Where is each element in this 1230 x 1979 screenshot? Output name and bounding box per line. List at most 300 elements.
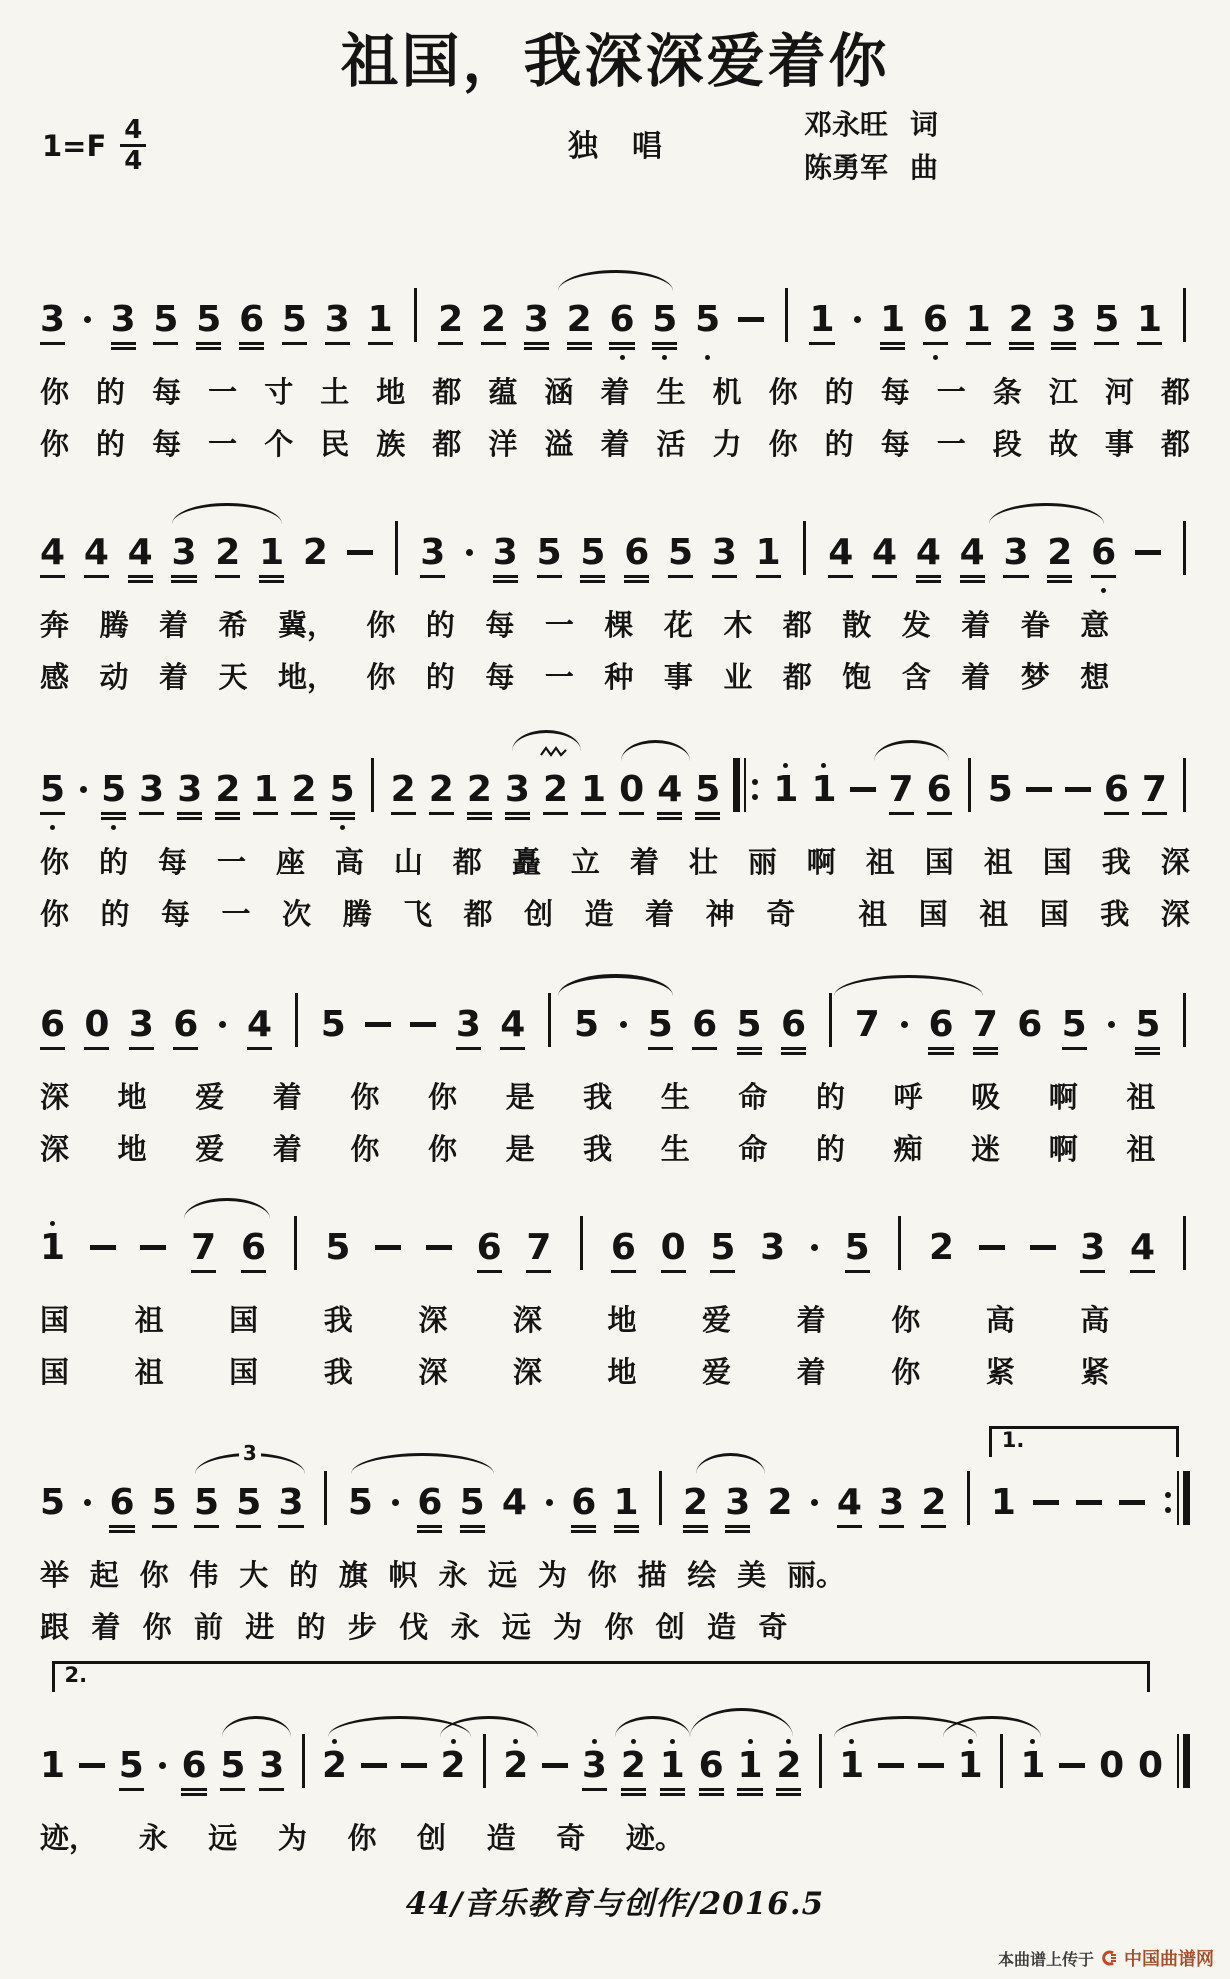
lyric-syllable: 你 — [768, 426, 798, 461]
lyric-syllable: 着 — [961, 607, 991, 642]
repeat-begin-barline — [733, 761, 760, 832]
bar-shape — [294, 1216, 297, 1270]
augmentation-dot — [544, 1474, 554, 1545]
note-glyph: 5 — [987, 768, 1013, 810]
form-label: 独唱 — [568, 128, 696, 164]
beam-underlines — [960, 573, 985, 586]
note-glyph: 0 — [660, 1226, 686, 1268]
slur-arc — [989, 503, 1104, 524]
watermark-site: 中国曲谱网 — [1124, 1949, 1214, 1970]
beam-underlines — [325, 1268, 350, 1281]
note — [1142, 761, 1167, 832]
lyric-syllable: 帜 — [388, 1557, 418, 1592]
note-glyph: 2 — [466, 768, 492, 810]
lyric-syllable: 我 — [583, 1131, 613, 1166]
lyric-syllable: 饱 — [842, 659, 872, 694]
octave-dot-below — [249, 353, 254, 362]
beam-underlines — [456, 1045, 481, 1058]
lyric-syllable: 吸 — [971, 1079, 1001, 1114]
octave-dot-below — [187, 823, 192, 832]
beam-underlines — [695, 340, 720, 353]
lyric-syllable: 一 — [544, 607, 574, 642]
duration-dash — [1119, 1474, 1145, 1545]
octave-dot-below — [313, 586, 318, 595]
octave-dot-above — [621, 996, 626, 1005]
lyric-syllable: 呼 — [893, 1079, 923, 1114]
augmentation-dot — [618, 996, 628, 1067]
note-glyph — [968, 770, 971, 810]
note-glyph — [811, 1483, 818, 1523]
augmentation-dot — [852, 291, 862, 362]
slur-arc — [696, 1453, 765, 1474]
octave-dot-below — [257, 1058, 262, 1067]
beam-underlines — [1138, 1786, 1163, 1799]
note — [139, 761, 164, 832]
lyric-syllable: 你 — [891, 1354, 921, 1389]
note — [40, 761, 65, 832]
note-glyph — [979, 1228, 1005, 1268]
octave-dot-below — [926, 586, 931, 595]
note-glyph: 2 — [503, 1744, 529, 1786]
note — [152, 1474, 177, 1545]
octave-dot-below — [162, 1536, 167, 1545]
beam-underlines — [460, 1523, 485, 1536]
note — [1062, 996, 1087, 1067]
note — [695, 761, 720, 832]
dot-shape — [392, 1499, 399, 1506]
lyric-syllable: 啊 — [1048, 1131, 1078, 1166]
lyric-syllable: 都 — [782, 659, 812, 694]
dash-shape — [542, 1763, 568, 1768]
note-glyph: 3 — [711, 531, 737, 573]
lyric-syllable: 举 — [40, 1557, 70, 1592]
lyric-syllable: 着 — [796, 1354, 826, 1389]
octave-dot-below — [747, 1058, 752, 1067]
beam-underlines — [196, 340, 221, 353]
beam-underlines — [84, 573, 109, 586]
lyric-syllable: 的 — [100, 896, 130, 931]
octave-dot-below — [94, 1058, 99, 1067]
duration-dash — [1030, 1219, 1056, 1290]
augmentation-dot — [899, 996, 909, 1067]
octave-dot-below — [802, 586, 807, 595]
lyric-syllable: 机 — [712, 374, 742, 409]
meter-denominator: 4 — [120, 144, 146, 175]
beam-underlines — [809, 340, 834, 353]
octave-dot-below — [591, 823, 596, 832]
beam-underlines — [567, 340, 592, 353]
note-glyph: 5 — [40, 1481, 66, 1523]
beam-underlines — [661, 1268, 686, 1281]
barline — [964, 1474, 974, 1545]
augmentation-dot — [82, 1474, 92, 1545]
lyric-syllable: 事 — [663, 659, 693, 694]
note — [543, 761, 568, 832]
lyric-syllable: 紧 — [1080, 1354, 1110, 1389]
final-shape — [1177, 1739, 1190, 1793]
beam-underlines — [1065, 810, 1091, 823]
note-glyph: 1 — [1137, 298, 1163, 340]
note — [111, 291, 136, 362]
octave-dot-below — [1040, 1281, 1045, 1290]
octave-dot-below — [658, 1058, 663, 1067]
note-glyph — [375, 1228, 401, 1268]
note — [879, 1474, 904, 1545]
beam-underlines — [927, 810, 952, 823]
octave-dot-below — [1182, 823, 1187, 832]
octave-dot-below — [386, 1281, 391, 1290]
beam-underlines — [215, 573, 240, 586]
octave-dot-above — [376, 996, 381, 1005]
octave-dot-below — [482, 1799, 487, 1808]
dash-shape — [1065, 787, 1091, 792]
duration-dash — [738, 291, 764, 362]
octave-dot-below — [331, 1058, 336, 1067]
beam-underlines — [417, 1523, 442, 1536]
lyric-syllable: 意 — [1080, 607, 1110, 642]
note-glyph — [1183, 300, 1186, 340]
octave-dot-below — [358, 1536, 363, 1545]
lyric-syllable: 散 — [842, 607, 872, 642]
lyric-syllable: 进 — [245, 1609, 275, 1644]
lyric-syllable: 大 — [239, 1557, 269, 1592]
augmentation-dot — [218, 996, 228, 1067]
beam-underlines — [128, 573, 153, 586]
lyric-syllable: 腾 — [342, 896, 372, 931]
beam-underlines — [966, 340, 991, 353]
dot-shape — [811, 1244, 818, 1251]
system — [40, 195, 1190, 466]
augmentation-dot — [810, 1474, 820, 1545]
octave-dot-below — [970, 586, 975, 595]
beam-underlines — [1130, 1268, 1155, 1281]
barline — [782, 291, 792, 362]
note — [668, 524, 693, 595]
note-glyph: 6 — [926, 768, 952, 810]
lyric-syllable: 步 — [347, 1609, 377, 1644]
note-glyph — [159, 1746, 166, 1786]
lyric-syllable: 着 — [272, 1079, 302, 1114]
octave-dot-below — [937, 823, 942, 832]
beam-underlines — [699, 1786, 724, 1799]
slur-arc — [440, 1716, 538, 1737]
lyric-syllable: 的 — [425, 659, 455, 694]
octave-dot-below — [1114, 823, 1119, 832]
bar-shape — [1183, 521, 1186, 575]
beam-underlines — [129, 1045, 154, 1058]
octave-dot-below — [999, 1799, 1004, 1808]
note — [291, 761, 316, 832]
lyric-syllable: 着 — [158, 607, 188, 642]
lyric-syllable: 国 — [924, 844, 954, 879]
dash-shape — [1033, 1500, 1059, 1505]
octave-dot-below — [1182, 1281, 1187, 1290]
dot-shape — [854, 316, 861, 323]
beam-underlines — [40, 1786, 65, 1799]
octave-dot-below — [50, 823, 55, 832]
note — [582, 1737, 607, 1808]
note-glyph — [219, 1005, 226, 1045]
octave-dot-below — [269, 1799, 274, 1808]
note — [571, 1474, 596, 1545]
octave-dot-below — [966, 1536, 971, 1545]
beam-underlines — [140, 1268, 166, 1281]
note-glyph: 2 — [1047, 531, 1073, 573]
dash-shape — [738, 317, 764, 322]
note-glyph — [1059, 1746, 1085, 1786]
beam-underlines — [609, 340, 634, 353]
octave-dot-below — [160, 1799, 165, 1808]
lyric-syllable: 的 — [288, 1557, 318, 1592]
rest-note — [1138, 1737, 1163, 1808]
beam-underlines — [194, 1523, 219, 1536]
octave-dot-below — [430, 586, 435, 595]
note-glyph: 3 — [1003, 531, 1029, 573]
note-glyph: 5 — [320, 1003, 346, 1045]
lyric-syllable: 生 — [660, 1131, 690, 1166]
beam-underlines — [737, 1786, 762, 1799]
octave-dot-below — [206, 353, 211, 362]
footer-citation: 44/音乐教育与创作/2016.5 — [405, 1885, 825, 1922]
note-glyph: 3 — [171, 531, 197, 573]
beam-underlines — [247, 1045, 272, 1058]
note-glyph: 3 — [128, 1003, 154, 1045]
beam-underlines — [880, 340, 905, 353]
beam-underlines — [153, 340, 178, 353]
note-glyph: 3 — [492, 531, 518, 573]
note — [119, 1737, 144, 1808]
lyric-syllable: 你 — [142, 1609, 172, 1644]
beam-underlines — [1080, 1268, 1105, 1281]
note — [657, 761, 682, 832]
note — [692, 996, 717, 1067]
lyric-syllable: 力 — [712, 426, 742, 461]
beam-underlines — [401, 1786, 427, 1799]
beam-underlines — [918, 1786, 944, 1799]
beam-underlines — [78, 810, 88, 823]
annotations-layer — [40, 478, 1190, 524]
dash-shape — [426, 1245, 452, 1250]
lyric-syllable: 一 — [936, 374, 966, 409]
note — [1104, 761, 1129, 832]
barline — [298, 1737, 308, 1808]
beam-underlines — [322, 1786, 347, 1799]
augmentation-dot — [158, 1737, 168, 1808]
lyric-syllable: 都 — [432, 426, 462, 461]
beam-underlines — [781, 1045, 806, 1058]
lyricist-name: 邓永旺 — [803, 107, 888, 141]
octave-dot-above — [547, 1474, 552, 1483]
note — [194, 1474, 219, 1545]
note — [872, 524, 897, 595]
octave-dot-below — [138, 586, 143, 595]
octave-dot-below — [512, 1536, 517, 1545]
lyric-syllable: 美 — [737, 1557, 767, 1592]
barline — [545, 996, 555, 1067]
lyric-syllable: 国 — [40, 1354, 70, 1389]
note-glyph — [898, 1228, 901, 1268]
octave-dot-below — [620, 353, 625, 362]
note — [760, 1219, 785, 1290]
lyric-syllable: 地 — [376, 374, 406, 409]
note-glyph: 5 — [325, 1226, 351, 1268]
dot-shape — [84, 1499, 91, 1506]
octave-dot-below — [371, 1799, 376, 1808]
note-glyph: 5 — [459, 1481, 485, 1523]
octave-dot-below — [983, 1058, 988, 1067]
octave-dot-above — [386, 1219, 391, 1228]
octave-dot-below — [828, 1058, 833, 1067]
note-glyph — [1026, 770, 1052, 810]
octave-dot-below — [812, 1281, 817, 1290]
octave-dot-below — [624, 1536, 629, 1545]
beam-underlines — [467, 810, 492, 823]
note — [776, 1737, 801, 1808]
lyric-syllable: 花 — [663, 607, 693, 642]
octave-dot-below — [553, 823, 558, 832]
beam-underlines — [1009, 340, 1034, 353]
note — [958, 1737, 983, 1808]
note-glyph: 1 — [40, 1744, 66, 1786]
lyricist-credit — [804, 103, 938, 146]
octave-dot-below — [1101, 586, 1106, 595]
note — [429, 761, 454, 832]
lyric-syllable: 永 — [138, 1820, 168, 1855]
octave-dot-above — [89, 1737, 94, 1746]
lyric-syllable: 每 — [152, 426, 182, 461]
notes-row — [40, 996, 1190, 1067]
note — [303, 524, 328, 595]
note — [1017, 996, 1042, 1067]
lyric-syllable: 我 — [1101, 844, 1131, 879]
beam-underlines — [90, 1268, 116, 1281]
octave-dot-below — [121, 353, 126, 362]
beam-underlines — [1142, 810, 1167, 823]
note — [683, 1474, 708, 1545]
note — [1051, 291, 1076, 362]
beam-underlines — [365, 1045, 391, 1058]
octave-dot-below — [293, 1281, 298, 1290]
note — [259, 524, 284, 595]
bar-shape — [819, 1734, 822, 1788]
note-glyph: 5 — [151, 1481, 177, 1523]
octave-dot-below — [448, 353, 453, 362]
lyric-syllable: 着 — [629, 844, 659, 879]
lyric-syllable: 每 — [157, 844, 187, 879]
note-glyph: 4 — [828, 531, 854, 573]
note-glyph: 3 — [1080, 1226, 1106, 1268]
augmentation-dot — [78, 761, 88, 832]
octave-dot-below — [1109, 1058, 1114, 1067]
octave-dot-below — [503, 586, 508, 595]
octave-dot-below — [865, 1058, 870, 1067]
dash-shape — [410, 1022, 436, 1027]
octave-dot-below — [510, 1058, 515, 1067]
barline — [894, 1219, 904, 1290]
octave-dot-below — [902, 1058, 907, 1067]
duration-dash — [1076, 1474, 1102, 1545]
lyric-syllable: 迹。 — [625, 1820, 684, 1855]
octave-dot-below — [847, 1536, 852, 1545]
note-glyph: 3 — [177, 768, 203, 810]
note-glyph: 4 — [1129, 1226, 1156, 1268]
octave-dot-below — [1044, 1536, 1049, 1545]
beam-underlines — [303, 573, 328, 586]
beam-underlines — [958, 1786, 983, 1799]
lyric-syllable: 奇 — [556, 1820, 586, 1855]
beam-underlines — [845, 1268, 870, 1281]
octave-dot-below — [94, 586, 99, 595]
octave-dot-below — [111, 823, 116, 832]
octave-dot-below — [467, 586, 472, 595]
lyric-syllable: 永 — [438, 1557, 468, 1592]
octave-dot-below — [230, 1799, 235, 1808]
note-glyph — [854, 300, 861, 340]
lyric-syllable: 旗 — [338, 1557, 368, 1592]
beam-underlines — [979, 1268, 1005, 1281]
note — [325, 1219, 350, 1290]
lyric-syllable: 绘 — [687, 1557, 717, 1592]
note — [467, 761, 492, 832]
octave-dot-above — [393, 1474, 398, 1483]
beam-underlines — [973, 1045, 998, 1058]
dot-shape — [811, 1499, 818, 1506]
octave-dot-above — [888, 1737, 893, 1746]
ending-number: 1. — [1001, 1427, 1025, 1452]
lyric-syllable: 祖 — [865, 844, 895, 879]
note — [153, 291, 178, 362]
note — [253, 761, 278, 832]
note-glyph: 5 — [1094, 298, 1120, 340]
duration-dash — [410, 996, 436, 1067]
note-glyph: 0 — [84, 1003, 110, 1045]
note-glyph: 5 — [40, 768, 66, 810]
note — [348, 1474, 373, 1545]
octave-dot-below — [376, 1058, 381, 1067]
lyric-syllable: 爱 — [702, 1302, 732, 1337]
lyric-syllable: 你 — [350, 1131, 380, 1166]
beam-underlines — [725, 1523, 750, 1536]
beam-underlines — [810, 1523, 820, 1536]
note-glyph: 6 — [624, 531, 650, 573]
beam-underlines — [767, 1523, 792, 1536]
octave-dot-above — [85, 291, 90, 300]
beam-underlines — [712, 573, 737, 586]
octave-dot-below — [225, 586, 230, 595]
note-glyph: 3 — [455, 1003, 481, 1045]
lyrics-line — [40, 422, 1190, 466]
lyric-syllable: 造 — [584, 896, 614, 931]
note — [660, 1737, 685, 1808]
note-glyph: 5 — [118, 1744, 144, 1786]
beam-underlines — [236, 1523, 261, 1536]
note — [767, 1474, 792, 1545]
bar-shape — [414, 288, 417, 342]
lyric-syllable: 你 — [427, 1131, 457, 1166]
lyric-syllable: 段 — [992, 426, 1022, 461]
beam-underlines — [776, 1786, 801, 1799]
octave-dot-below — [770, 1281, 775, 1290]
ending-bracket — [52, 1661, 1151, 1692]
note-glyph: 5 — [695, 768, 721, 810]
octave-dot-above — [160, 1737, 165, 1746]
slur-arc — [351, 1453, 495, 1474]
octave-dot-above — [1087, 1474, 1092, 1483]
octave-dot-below — [357, 586, 362, 595]
octave-dot-below — [748, 1799, 753, 1808]
lyric-syllable: 的 — [98, 844, 128, 879]
beam-underlines — [1135, 1045, 1160, 1058]
